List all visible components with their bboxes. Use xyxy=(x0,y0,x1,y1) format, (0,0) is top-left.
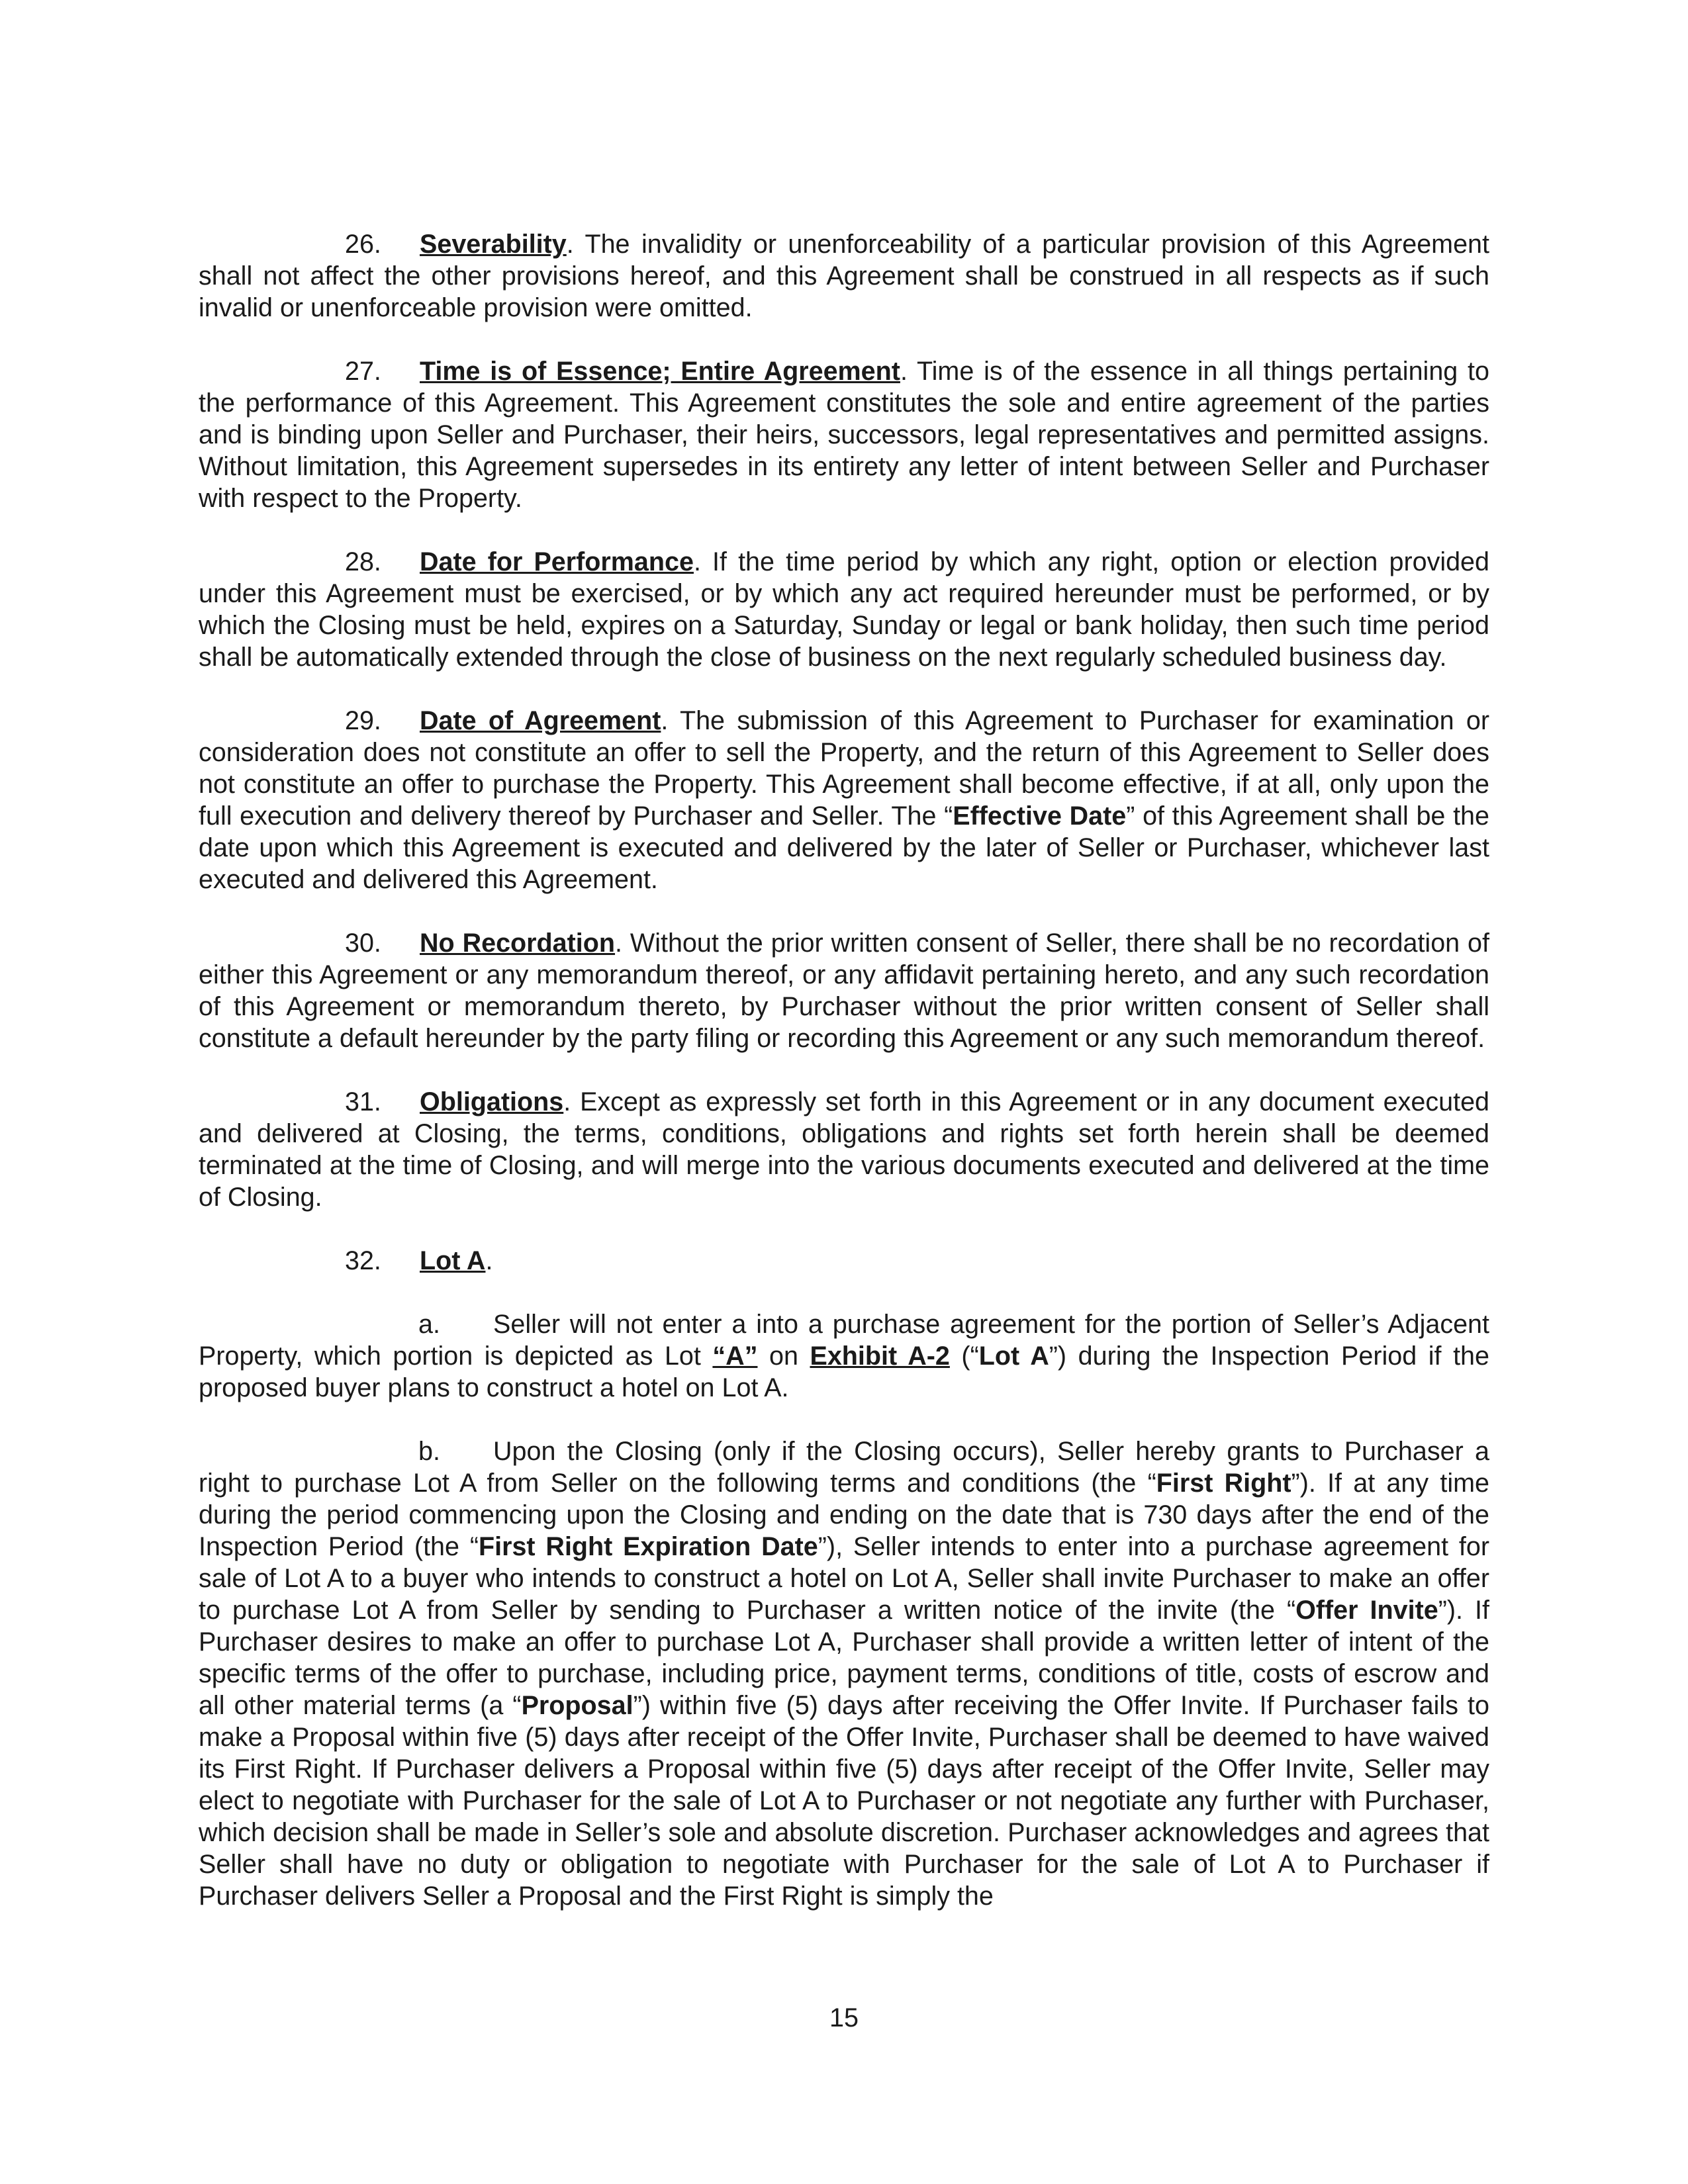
subsection-text: Upon the Closing (only if the Closing occurs), Seller hereby grants to Purchaser a right to purchase Lot A from Seller on the following terms and conditions (the “ xyxy=(199,1437,1489,1498)
subsection-text: (“ xyxy=(949,1342,979,1371)
section-heading: No Recordation xyxy=(420,929,616,958)
defined-term: Proposal xyxy=(521,1691,633,1720)
section-heading: Date for Performance xyxy=(420,547,694,576)
subsection-a xyxy=(199,1308,1489,1404)
section-number: 30. xyxy=(345,929,381,958)
section-text: . Time is of the essence in all things pertaining to the performance of this Agreement. This Agreement constitutes the sole and entire agreement of the parties and is binding upon Seller and Purchaser, their heirs, successors, legal representatives and permitted assigns. Without limitation, this Agreement supersedes in its entirety any letter of intent between Seller and Purchaser with respect to the Property. xyxy=(199,357,1489,513)
section-text: ” of this Agreement shall be the date upon which this Agreement is executed and delivered by the later of Seller or Purchaser, whichever last executed and delivered this Agreement. xyxy=(199,801,1489,894)
section-number: 29. xyxy=(345,706,381,735)
section-30 xyxy=(199,927,1489,1054)
section-text: . The submission of this Agreement to Purchaser for examination or consideration does not constitute an offer to sell the Property, and the return of this Agreement to Seller does not constitute an offer to purchase the Property. This Agreement shall become effective, if at all, only upon the full execution and delivery thereof by Purchaser and Seller. The “ xyxy=(199,706,1489,831)
lot-reference: “A” xyxy=(712,1342,758,1371)
section-text: . If the time period by which any right, option or election provided under this Agreement must be exercised, or by which any act required hereunder must be performed, or by which the Closing must be held, expires on a Saturday, Sunday or legal or bank holiday, then such time period shall be automatically extended through the close of business on the next regularly scheduled business day. xyxy=(199,547,1489,672)
section-heading: Severability xyxy=(420,230,567,259)
subsection-text: ”). If Purchaser desires to make an offer to purchase Lot A, Purchaser shall provide a written letter of intent of the specific terms of the offer to purchase, including price, payment terms, conditions of title, costs of escrow and all other material terms (a “ xyxy=(199,1596,1489,1720)
subsection-b xyxy=(199,1435,1489,1912)
page-number: 15 xyxy=(829,2003,859,2032)
section-number: 32. xyxy=(345,1246,381,1275)
section-26 xyxy=(199,228,1489,324)
section-32 xyxy=(199,1245,1489,1277)
subsection-text: ”), Seller intends to enter into a purchase agreement for sale of Lot A to a buyer who intends to construct a hotel on Lot A, Seller shall invite Purchaser to make an offer to purchase Lot A from Seller by sending to Purchaser a written notice of the invite (the “ xyxy=(199,1532,1489,1625)
section-heading: Time is of Essence; Entire Agreement xyxy=(420,357,900,386)
defined-term: Offer Invite xyxy=(1295,1596,1438,1625)
section-27 xyxy=(199,355,1489,514)
subsection-letter: a. xyxy=(418,1310,440,1339)
section-text: . Except as expressly set forth in this Agreement or in any document executed and delivered at Closing, the terms, conditions, obligations and rights set forth herein shall be deemed terminated at the time of Closing, and will merge into the various documents executed and delivered at the time of Closing. xyxy=(199,1087,1489,1212)
defined-term: Effective Date xyxy=(953,801,1127,831)
section-number: 26. xyxy=(345,230,381,259)
subsection-letter: b. xyxy=(418,1437,440,1466)
subsection-text: on xyxy=(757,1342,810,1371)
defined-term: First Right Expiration Date xyxy=(478,1532,818,1561)
subsection-text: ”) during the Inspection Period if the proposed buyer plans to construct a hotel on Lot A. xyxy=(199,1342,1489,1402)
subsection-text: ”). If at any time during the period commencing upon the Closing and ending on the date that is 730 days after the end of the Inspection Period (the “ xyxy=(199,1469,1489,1561)
section-text: . xyxy=(485,1246,493,1275)
defined-term: Lot A xyxy=(978,1342,1049,1371)
section-text: . The invalidity or unenforceability of a particular provision of this Agreement shall not affect the other provisions hereof, and this Agreement shall be construed in all respects as if such invalid or unenforceable provision were omitted. xyxy=(199,230,1489,322)
section-heading: Obligations xyxy=(420,1087,564,1116)
section-28 xyxy=(199,546,1489,673)
document-page xyxy=(199,228,1489,1944)
section-number: 27. xyxy=(345,357,381,386)
section-number: 28. xyxy=(345,547,381,576)
exhibit-reference: Exhibit A-2 xyxy=(810,1342,950,1371)
section-number: 31. xyxy=(345,1087,381,1116)
defined-term: First Right xyxy=(1156,1469,1291,1498)
section-text: . Without the prior written consent of Seller, there shall be no recordation of either this Agreement or any memorandum thereof, or any affidavit pertaining hereto, and any such recordation of this Agreement or memorandum thereto, by Purchaser without the prior written consent of Seller shall constitute a default hereunder by the party filing or recording this Agreement or any such memorandum thereof. xyxy=(199,929,1489,1053)
section-31 xyxy=(199,1086,1489,1213)
section-heading: Lot A xyxy=(420,1246,486,1275)
section-heading: Date of Agreement xyxy=(420,706,661,735)
section-29 xyxy=(199,705,1489,895)
subsection-text: ”) within five (5) days after receiving the Offer Invite. If Purchaser fails to make a Proposal within five (5) days after receipt of the Offer Invite, Purchaser shall be deemed to have waived its First Right. If Purchaser delivers a Proposal within five (5) days after receipt of the Offer Invite, Seller may elect to negotiate with Purchaser for the sale of Lot A to Purchaser or not negotiate any further with Purchaser, which decision shall be made in Seller’s sole and absolute discretion. Purchaser acknowledges and agrees that Seller shall have no duty or obligation to negotiate with Purchaser for the sale of Lot A to Purchaser if Purchaser delivers Seller a Proposal and the First Right is simply the xyxy=(199,1691,1489,1911)
subsection-text: Seller will not enter a into a purchase agreement for the portion of Seller’s Adjacent Property, which portion is depicted as Lot xyxy=(199,1310,1489,1371)
